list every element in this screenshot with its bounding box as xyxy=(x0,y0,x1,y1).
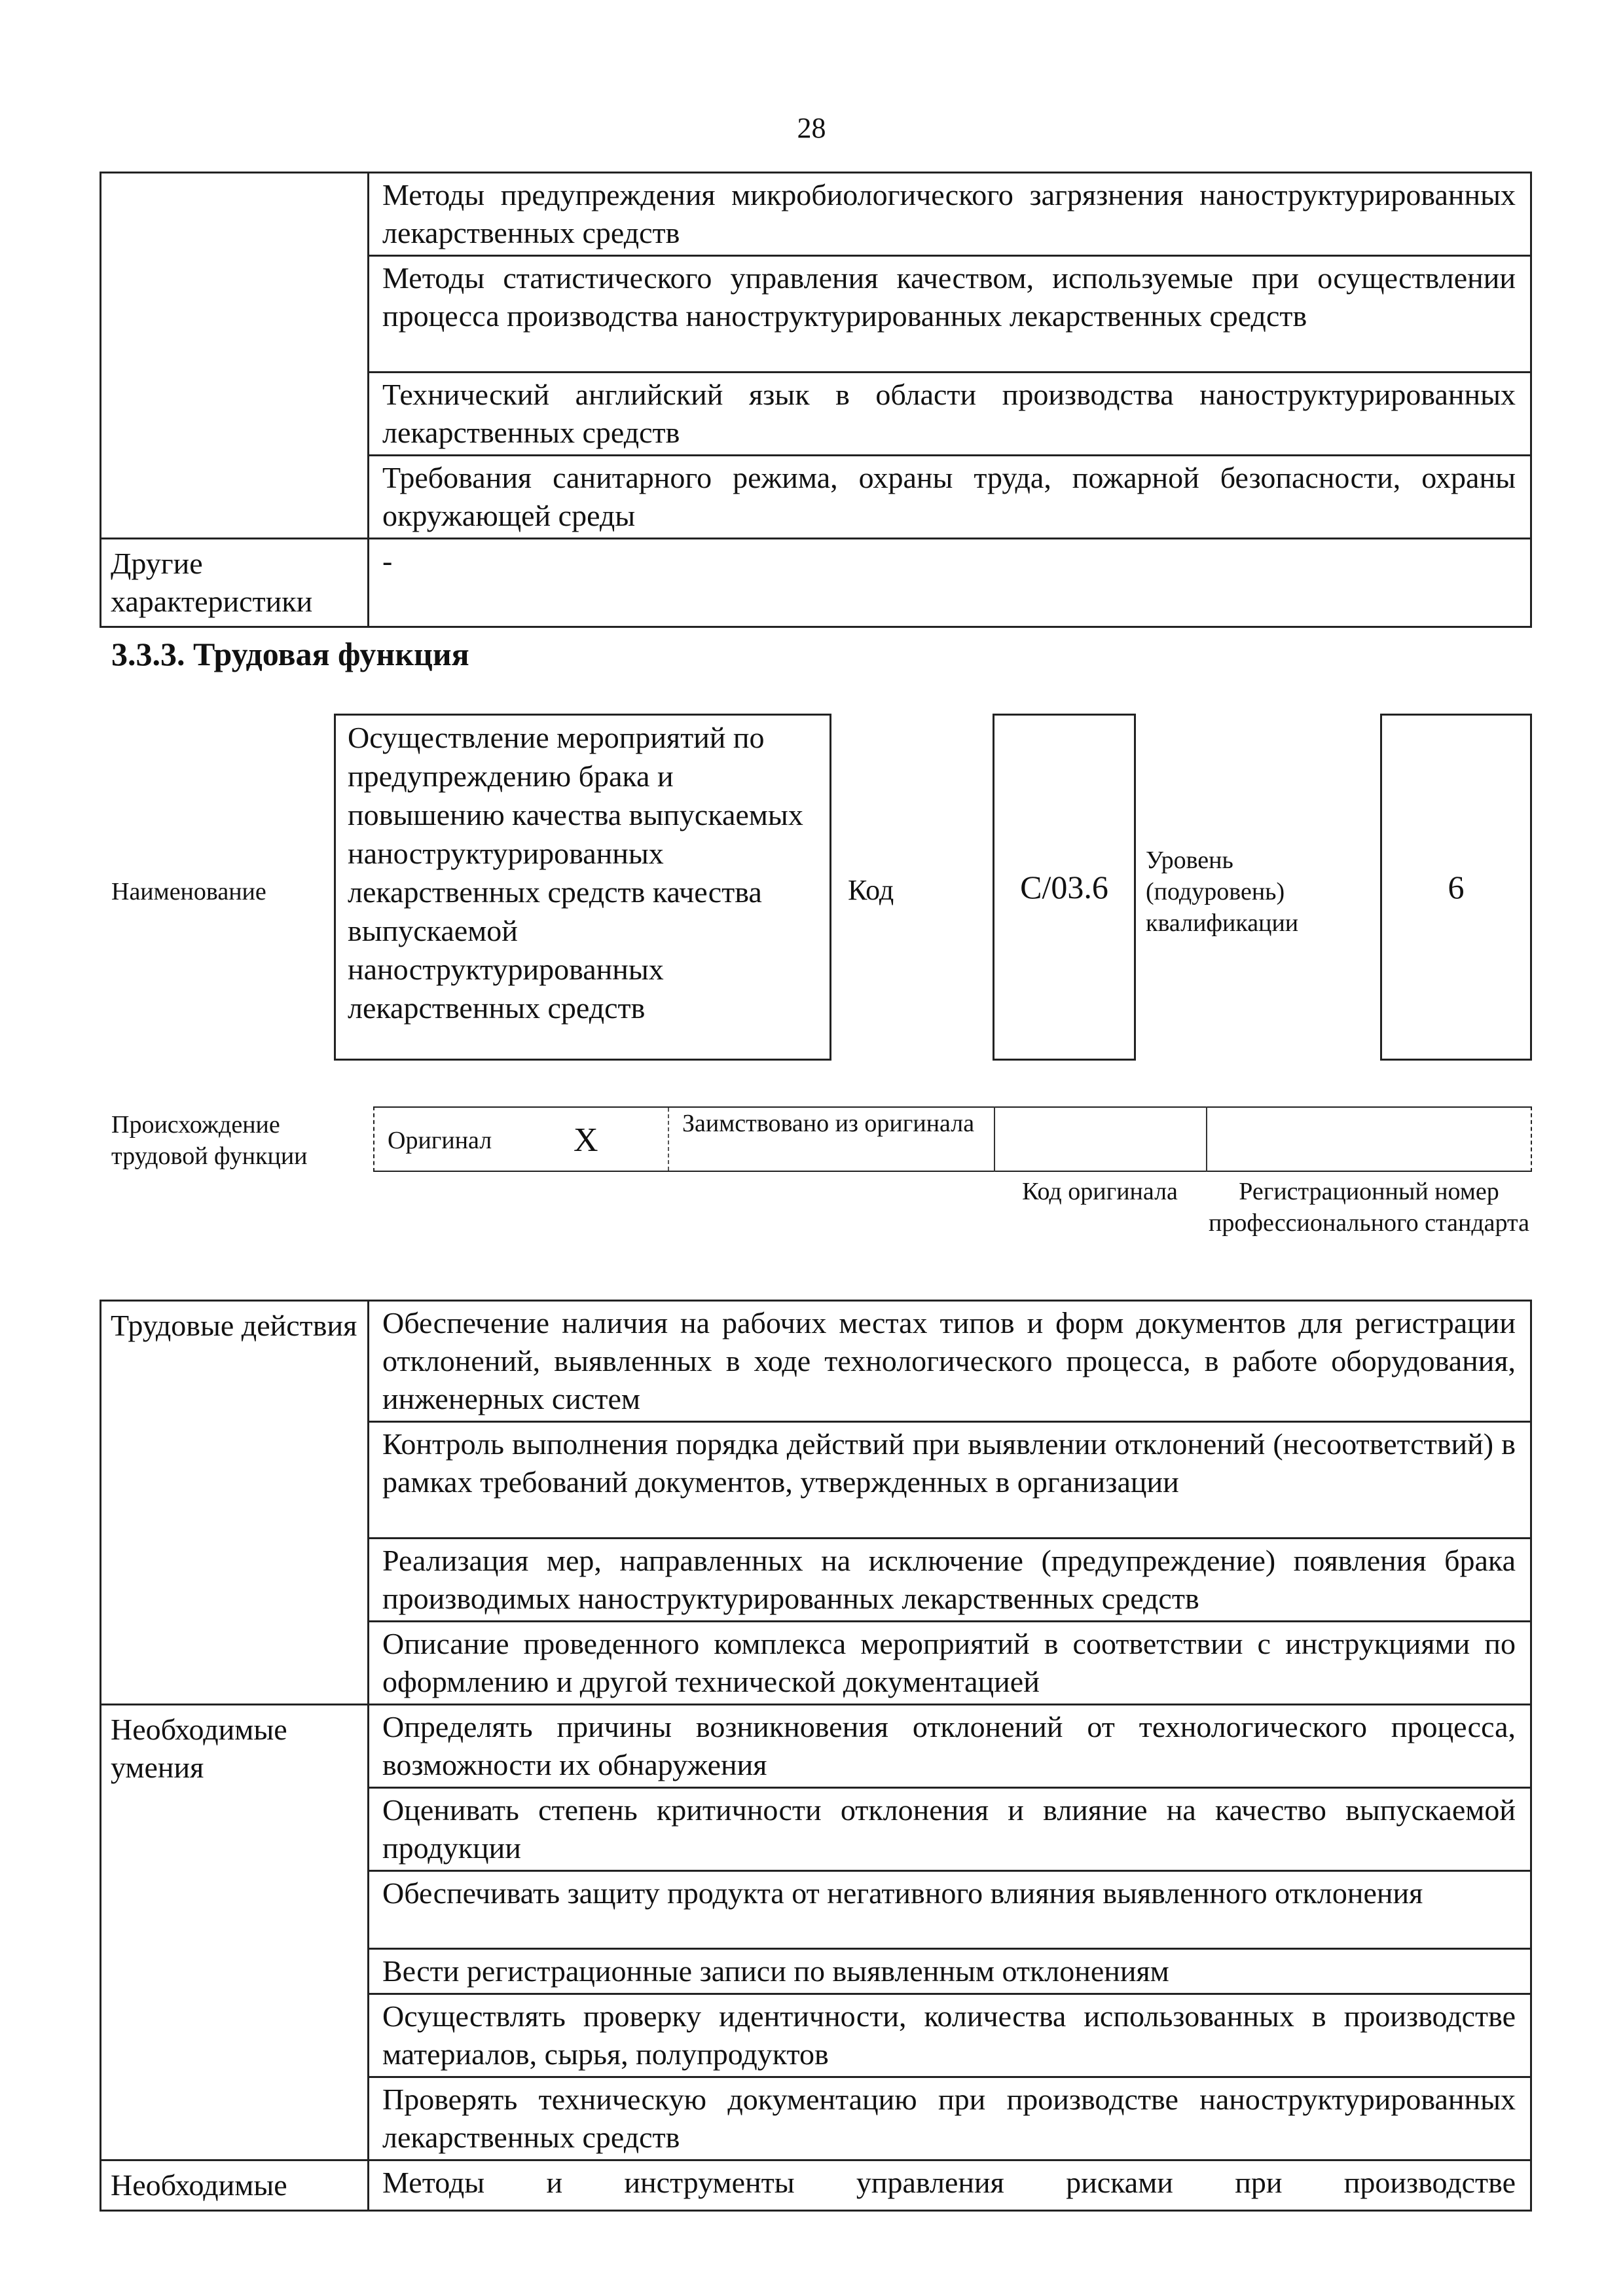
borrowed-label: Заимствовано из оригинала xyxy=(682,1110,975,1137)
knowledge-label: Необходимые xyxy=(101,2160,369,2211)
table-cell: Оценивать степень критичности отклонения и влияние на качество выпускаемой продукции xyxy=(369,1788,1531,1871)
table-row xyxy=(101,2160,1531,2211)
table-cell: Определять причины возникновения отклонений от технологического процесса, возможности их обнаружения xyxy=(369,1705,1531,1788)
table-cell: Осуществлять проверку идентичности, количества использованных в производстве материалов, сырья, полупродуктов xyxy=(369,1994,1531,2077)
function-name-box: Осуществление мероприятий по предупреждению брака и повышению качества выпускаемых наноструктурированных лекарственных средств качества выпускаемой наноструктурированных лекарственных средств xyxy=(334,714,831,1061)
code-original-caption: Код оригинала xyxy=(1022,1178,1178,1205)
table-cell: Вести регистрационные записи по выявленным отклонениям xyxy=(369,1949,1531,1994)
page-number: 28 xyxy=(797,112,826,144)
table-cell: Обеспечение наличия на рабочих местах типов и форм документов для регистрации отклонений, выявленных в ходе технологического процесса, в работе оборудования, инженерных систем xyxy=(369,1301,1531,1422)
table-cell: Методы предупреждения микробиологического загрязнения наноструктурированных лекарственных средств xyxy=(369,173,1531,256)
skills-label: Необходимые умения xyxy=(101,1705,369,2160)
divider xyxy=(994,1106,995,1172)
section-heading: 3.3.3. Трудовая функция xyxy=(111,636,469,672)
table-cell: Методы и инструменты управления рисками при производстве xyxy=(369,2160,1531,2211)
divider xyxy=(668,1108,669,1171)
table-cell: Проверять техническую документацию при производстве наноструктурированных лекарственных средств xyxy=(369,2077,1531,2160)
table-cell: Методы статистического управления качеством, используемые при осуществлении процесса производства наноструктурированных лекарственных средств xyxy=(369,256,1531,373)
original-label: Оригинал xyxy=(388,1127,492,1154)
table-cell: Реализация мер, направленных на исключение (предупреждение) появления брака производимых наноструктурированных лекарственных средств xyxy=(369,1539,1531,1622)
origin-label: Происхождение трудовой функции xyxy=(111,1111,308,1170)
actions-label: Трудовые действия xyxy=(101,1301,369,1705)
original-mark: X xyxy=(574,1121,598,1159)
table-row xyxy=(101,1301,1531,1422)
divider xyxy=(1206,1106,1207,1172)
level-value-box: 6 xyxy=(1380,714,1532,1061)
code-value-box: C/03.6 xyxy=(993,714,1136,1061)
code-label: Код xyxy=(848,874,894,906)
table-row xyxy=(101,1705,1531,1788)
table-row xyxy=(101,173,1531,256)
other-characteristics-value: - xyxy=(369,539,1531,627)
table-cell: Обеспечивать защиту продукта от негативного влияния выявленного отклонения xyxy=(369,1871,1531,1949)
knowledge-continuation-table xyxy=(100,172,1532,628)
table-row xyxy=(101,539,1531,627)
other-characteristics-label: Другие характеристики xyxy=(101,539,369,627)
level-label: Уровень (подуровень) квалификации xyxy=(1146,847,1299,937)
table-cell: Технический английский язык в области производства наноструктурированных лекарственных средств xyxy=(369,373,1531,456)
reg-number-caption: Регистрационный номер профессионального стандарта xyxy=(1209,1178,1529,1237)
table-cell: Контроль выполнения порядка действий при выявлении отклонений (несоответствий) в рамках требований документов, утвержденных в организации xyxy=(369,1422,1531,1539)
empty-label-cell xyxy=(101,173,369,539)
function-details-table xyxy=(100,1300,1532,2212)
table-cell: Требования санитарного режима, охраны труда, пожарной безопасности, охраны окружающей среды xyxy=(369,456,1531,539)
name-label: Наименование xyxy=(111,878,266,905)
table-cell: Описание проведенного комплекса мероприятий в соответствии с инструкциями по оформлению и другой технической документацией xyxy=(369,1622,1531,1705)
